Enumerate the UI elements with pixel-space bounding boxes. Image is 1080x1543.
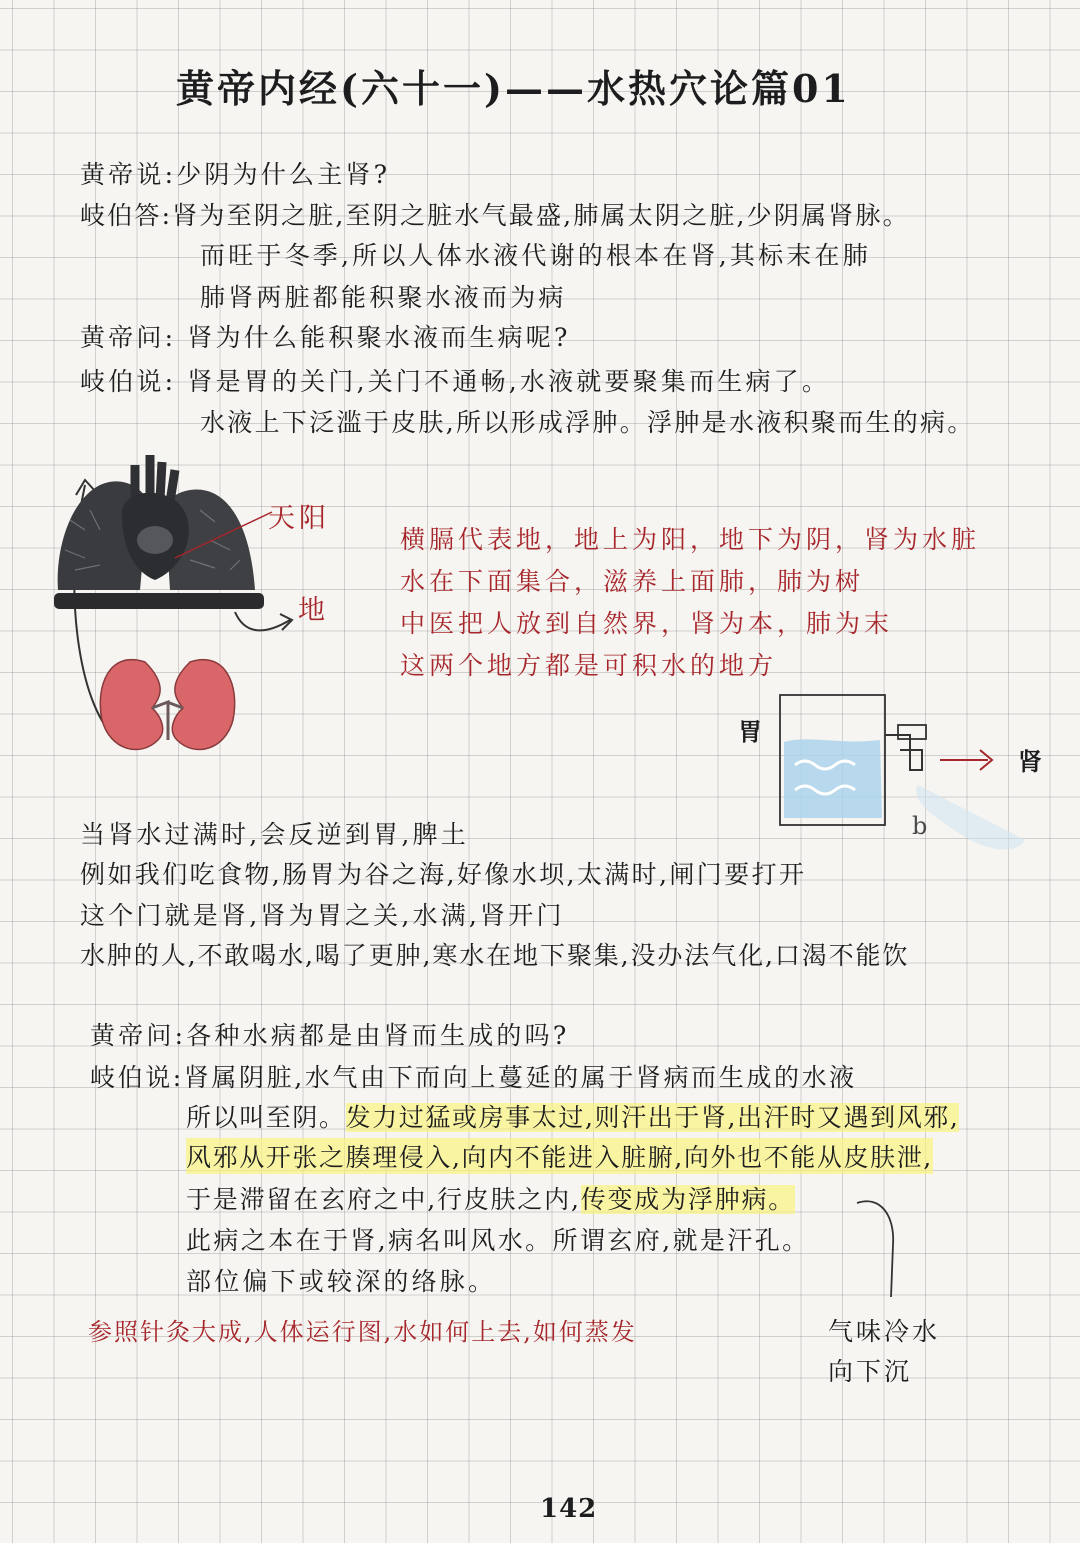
reference-note: 参照针灸大成,人体运行图,水如何上去,如何蒸发: [88, 1318, 637, 1346]
note-line-4: 这两个地方都是可积水的地方: [400, 651, 778, 680]
paragraph-line-4: 水肿的人,不敢喝水,喝了更肿,寒水在地下聚集,没办法气化,口渴不能饮: [80, 941, 910, 970]
label-di: 地: [298, 595, 329, 626]
question-1: 黄帝说:少阴为什么主肾?: [80, 160, 391, 189]
paragraph-line-1: 当肾水过满时,会反逆到胃,脾土: [80, 820, 469, 849]
side-note-line-2: 向下沉: [828, 1357, 913, 1386]
answer-3-line-5: 此病之本在于肾,病名叫风水。所谓玄府,就是汗孔。: [186, 1226, 810, 1255]
answer-3-line-1: 岐伯说:肾属阴脏,水气由下而向上蔓延的属于肾病而生成的水液: [90, 1063, 857, 1092]
stomach-tank-diagram: [770, 690, 1030, 870]
label-b: b: [912, 812, 928, 840]
answer-2-line-2: 水液上下泛滥于皮肤,所以形成浮肿。浮肿是水液积聚而生的病。: [200, 408, 975, 437]
note-line-1: 横膈代表地，地上为阳，地下为阴，肾为水脏: [400, 525, 981, 554]
side-note-line-1: 气味冷水: [828, 1317, 941, 1346]
answer-1-line-2: 而旺于冬季,所以人体水液代谢的根本在肾,其标末在肺: [200, 241, 871, 270]
side-note-connector: [855, 1195, 905, 1305]
answer-2-line-1: 岐伯说: 肾是胃的关门,关门不通畅,水液就要聚集而生病了。: [80, 367, 831, 396]
answer-3-line-3: 风邪从开张之腠理侵入,向内不能进入脏腑,向外也不能从皮肤泄,: [186, 1138, 933, 1174]
page-number: 142: [540, 1494, 598, 1524]
answer-3-line-6: 部位偏下或较深的络脉。: [186, 1267, 497, 1296]
label-tianyang: 天阳: [268, 503, 330, 534]
answer-1-line-1: 岐伯答:肾为至阴之脏,至阴之脏水气最盛,肺属太阴之脏,少阴属肾脉。: [80, 201, 910, 230]
answer-3-line-4-plain: 于是滞留在玄府之中,行皮肤之内,: [186, 1185, 581, 1214]
note-line-2: 水在下面集合，滋养上面肺，肺为树: [400, 567, 865, 596]
answer-3-line-2: [186, 1098, 959, 1134]
page-title: 黄帝内经(六十一)——水热穴论篇01: [176, 66, 851, 111]
answer-3-line-4: [186, 1180, 795, 1216]
anatomy-illustration: [40, 440, 340, 770]
answer-1-line-3: 肺肾两脏都能积聚水液而为病: [200, 283, 567, 312]
paragraph-line-3: 这个门就是肾,肾为胃之关,水满,肾开门: [80, 901, 565, 930]
question-3: 黄帝问:各种水病都是由肾而生成的吗?: [90, 1021, 570, 1050]
answer-3-line-2-plain: 所以叫至阴。: [186, 1103, 346, 1132]
paragraph-line-2: 例如我们吃食物,肠胃为谷之海,好像水坝,太满时,闸门要打开: [80, 860, 807, 889]
highlighted-text-2: 传变成为浮肿病。: [580, 1185, 796, 1214]
question-2: 黄帝问: 肾为什么能积聚水液而生病呢?: [80, 323, 571, 352]
highlighted-text: 发力过猛或房事太过,则汗出于肾,出汗时又遇到风邪,: [345, 1103, 960, 1132]
label-shen: 肾: [1018, 747, 1042, 776]
label-wei: 胃: [738, 717, 762, 746]
note-line-3: 中医把人放到自然界，肾为本，肺为末: [400, 609, 894, 638]
